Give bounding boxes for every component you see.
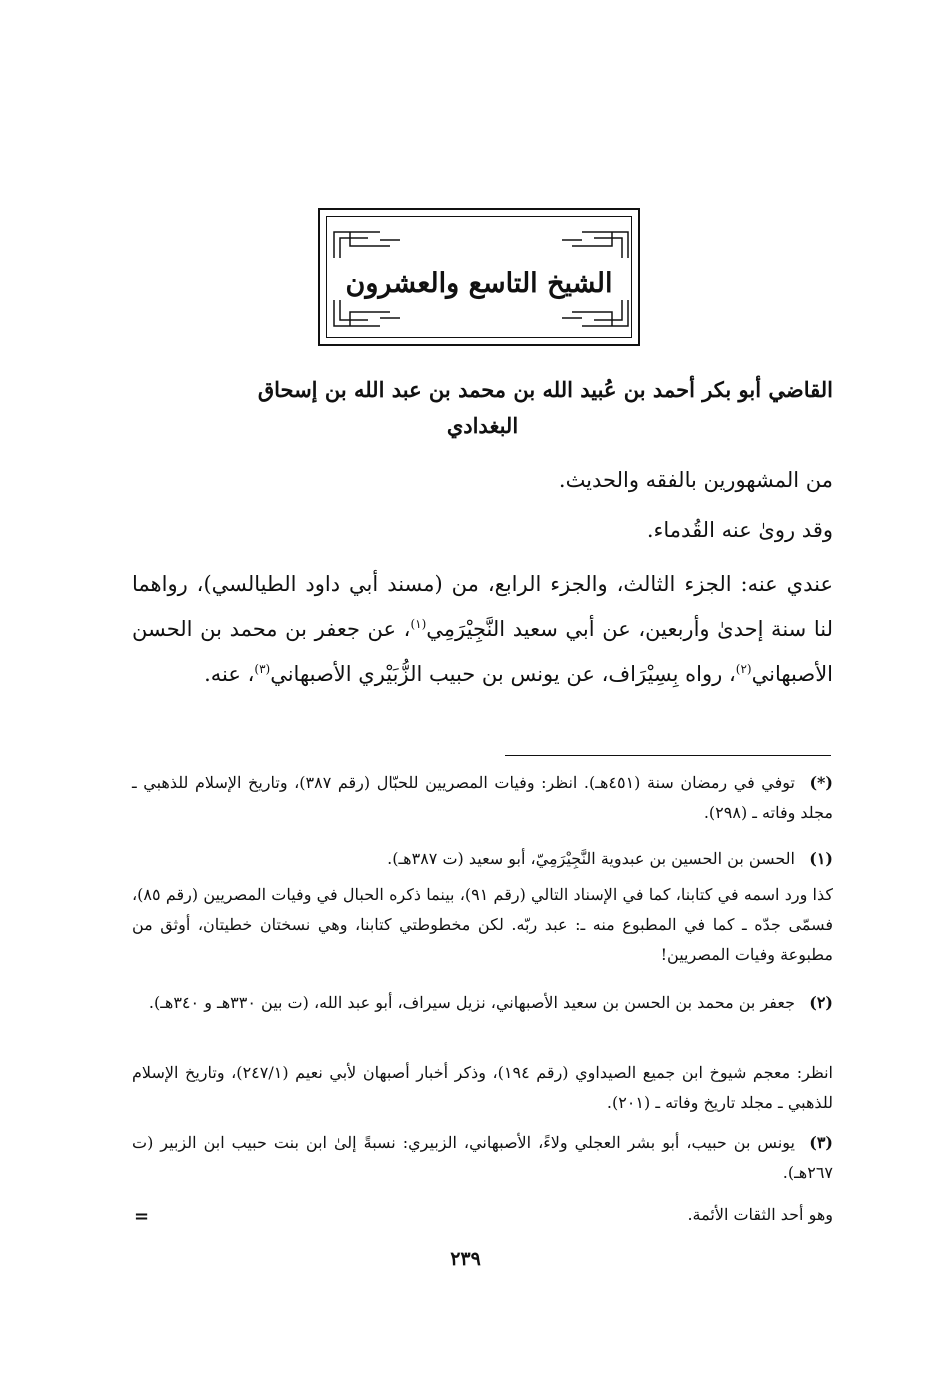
footnote-marker-1: (١)	[410, 617, 427, 631]
footnote-2-number: (٢)	[809, 993, 833, 1012]
scholar-name-heading	[132, 372, 833, 444]
heading-line-1: القاضي أبو بكر أحمد بن عُبيد الله بن محمد بن عبد الله بن إسحاق	[257, 377, 833, 402]
footnote-separator	[505, 755, 831, 756]
paragraph-1: من المشهورين بالفقه والحديث.	[558, 468, 833, 492]
paragraph-3-part-b: ، عن جعفر بن محمد بن الحسن الأصبهاني	[132, 617, 833, 686]
footnote-1	[132, 844, 833, 874]
footnote-1-note: كذا ورد اسمه في كتابنا، كما في الإسناد التالي (رقم ٩١)، بينما ذكره الحبال في وفيات المصريين (رقم ٨٥)، فسمّى جدّه ـ كما في المطبوع منه ـ: عبد ربّه. لكن مخطوطتي كتابنا، وهي نسختان خطيتان، أوثق من مطبوعة وفيات المصريين!	[132, 885, 834, 964]
paragraph-3	[132, 564, 833, 694]
paragraph-3-part-a: عندي عنه: الجزء الثالث، والجزء الرابع، من (مسند أبي داود الطيالسي)، رواهما لنا سنة إحدىٰ وأربعين، عن أبي سعيد النَّجِيْرَمِي	[132, 572, 834, 641]
page-number: ٢٣٩	[450, 1248, 481, 1270]
footnote-marker-3: (٣)	[254, 662, 271, 676]
footnote-2-note: انظر: معجم شيوخ ابن جميع الصيداوي (رقم ١٩٤)، وذكر أخبار أصبهان لأبي نعيم (٢٤٧/١)، وتاريخ الإسلام للذهبي ـ مجلد تاريخ وفاته ـ (٢٠١).	[132, 1063, 834, 1112]
footnote-2-text: جعفر بن محمد بن الحسن بن سعيد الأصبهاني، نزيل سيراف، أبو عبد الله، (ت بين ٣٣٠هـ و ٣٤٠هـ).	[148, 993, 795, 1012]
paragraph-3-part-c: ، رواه بِسِيْرَاف، عن يونس بن حبيب الزُّبَيْري الأصبهاني	[270, 662, 736, 686]
paragraph-3-part-d: ، عنه.	[204, 662, 255, 686]
footnote-star	[132, 768, 833, 828]
footnote-star-text: توفي في رمضان سنة (٤٥١هـ). انظر: وفيات المصريين للحبّال (رقم ٣٨٧)، وتاريخ الإسلام للذهبي ـ مجلد وفاته ـ (٢٩٨).	[132, 773, 833, 822]
paragraph-2: وقد روىٰ عنه القُدماء.	[646, 518, 833, 542]
footnote-3-text: يونس بن حبيب، أبو بشر العجلي ولاءً، الأصبهاني، الزبيري: نسبةً إلىٰ ابن بنت حبيب ابن الزبير (ت ٢٦٧هـ).	[132, 1133, 833, 1182]
footnote-marker-2: (٢)	[735, 662, 752, 676]
heading-line-2: البغدادي	[446, 413, 519, 438]
footnote-2	[132, 988, 833, 1018]
footnote-3-number: (٣)	[809, 1133, 833, 1152]
title-frame	[318, 208, 640, 346]
footnote-1-text: الحسن بن الحسين بن عبدوية النَّجِيْرَمِيّ، أبو سعيد (ت ٣٨٧هـ).	[387, 849, 795, 868]
footnote-3-note: وهو أحد الثقات الأئمة.	[687, 1205, 833, 1224]
chapter-title: الشيخ التاسع والعشرون	[345, 268, 613, 299]
footnote-star-number: (*)	[809, 773, 833, 792]
continued-mark: =	[134, 1206, 150, 1227]
footnote-1-number: (١)	[809, 849, 833, 868]
footnote-3	[132, 1128, 833, 1188]
